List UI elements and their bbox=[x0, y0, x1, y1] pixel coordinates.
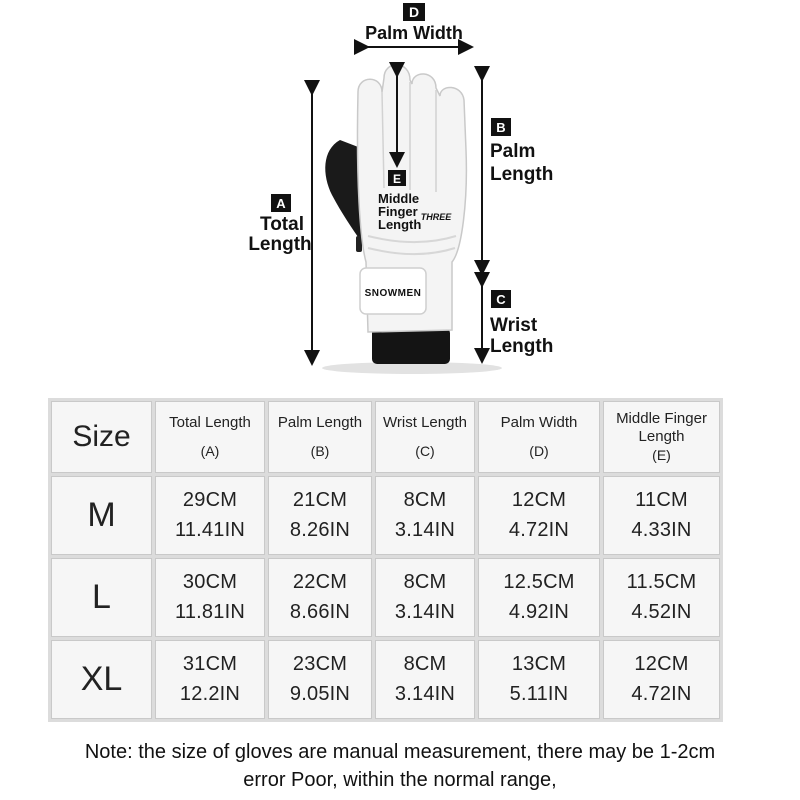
value-cell: 11CM 4.33IN bbox=[603, 476, 720, 555]
label-c-line2: Length bbox=[490, 336, 554, 357]
label-b-line1: Palm bbox=[490, 141, 536, 162]
value-cell: 13CM 5.11IN bbox=[478, 640, 600, 719]
size-header: Size bbox=[51, 401, 152, 473]
column-header-palm-length: Palm Length (B) bbox=[268, 401, 372, 473]
note-line-1: Note: the size of gloves are manual measurement, there may be 1-2cm bbox=[84, 741, 716, 763]
label-a-line2: Length bbox=[248, 234, 312, 255]
column-header-wrist-length: Wrist Length (C) bbox=[375, 401, 475, 473]
size-cell: XL bbox=[51, 640, 152, 719]
glove-measurement-diagram bbox=[0, 0, 800, 390]
label-b-palm-length bbox=[482, 74, 553, 268]
size-cell: M bbox=[51, 476, 152, 555]
value-cell: 22CM 8.66IN bbox=[268, 558, 372, 637]
value-cell: 12.5CM 4.92IN bbox=[478, 558, 600, 637]
brand-secondary: THREE bbox=[420, 212, 452, 222]
label-e-line2: Finger bbox=[378, 204, 418, 219]
table-row-xl bbox=[51, 640, 720, 719]
value-cell: 23CM 9.05IN bbox=[268, 640, 372, 719]
label-e-line1: Middle bbox=[378, 191, 420, 206]
label-e-line3: Length bbox=[378, 217, 422, 232]
value-cell: 11.5CM 4.52IN bbox=[603, 558, 720, 637]
label-d-palm-width bbox=[362, 3, 466, 47]
label-b-line2: Length bbox=[490, 164, 554, 185]
measurement-note bbox=[0, 738, 800, 794]
badge-e: E bbox=[392, 172, 402, 186]
column-header-middle-finger-length: Middle Finger Length (E) bbox=[603, 401, 720, 473]
table-row-m bbox=[51, 476, 720, 555]
table-header-row bbox=[51, 401, 720, 473]
column-header-palm-width: Palm Width (D) bbox=[478, 401, 600, 473]
badge-d: D bbox=[408, 4, 420, 20]
value-cell: 8CM 3.14IN bbox=[375, 476, 475, 555]
badge-b: B bbox=[496, 120, 506, 135]
value-cell: 8CM 3.14IN bbox=[375, 640, 475, 719]
label-c-line1: Wrist bbox=[490, 315, 538, 336]
value-cell: 12CM 4.72IN bbox=[603, 640, 720, 719]
size-chart-table bbox=[48, 398, 723, 722]
value-cell: 30CM 11.81IN bbox=[155, 558, 265, 637]
size-cell: L bbox=[51, 558, 152, 637]
badge-a: A bbox=[276, 196, 286, 211]
label-c-wrist-length bbox=[482, 280, 553, 357]
value-cell: 12CM 4.72IN bbox=[478, 476, 600, 555]
badge-c: C bbox=[496, 292, 506, 307]
note-line-2: error Poor, within the normal range, bbox=[243, 769, 557, 791]
value-cell: 21CM 8.26IN bbox=[268, 476, 372, 555]
brand-logo: SNOWMEN bbox=[364, 288, 422, 299]
label-a-line1: Total bbox=[260, 214, 304, 235]
label-d-text: Palm Width bbox=[365, 23, 463, 43]
value-cell: 29CM 11.41IN bbox=[155, 476, 265, 555]
table-row-l bbox=[51, 558, 720, 637]
column-header-total-length: Total Length (A) bbox=[155, 401, 265, 473]
value-cell: 8CM 3.14IN bbox=[375, 558, 475, 637]
label-a-total-length bbox=[248, 88, 312, 358]
value-cell: 31CM 12.2IN bbox=[155, 640, 265, 719]
